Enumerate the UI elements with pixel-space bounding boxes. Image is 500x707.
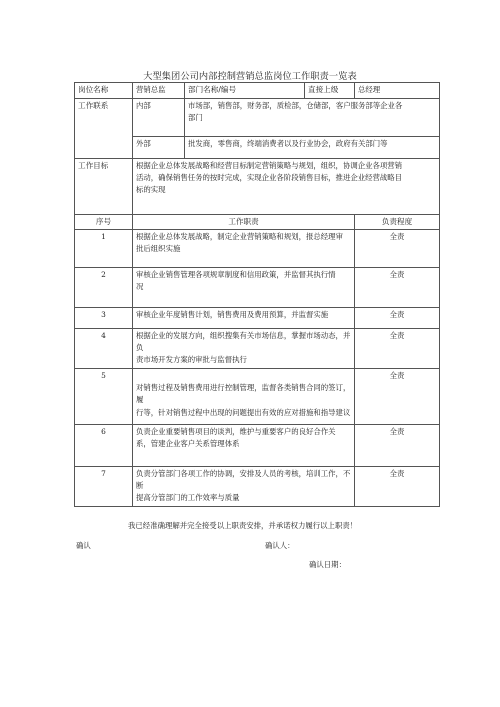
duty-no: 5	[75, 369, 133, 425]
internal-label: 内部	[133, 98, 185, 136]
duty-no: 6	[75, 425, 133, 467]
table-row	[75, 329, 440, 369]
relations-label: 工作联系	[75, 98, 133, 158]
duty-text: 负责企业重要销售项目的谈判，维护与重要客户的良好合作关 系，管建企业客户关系管理体系	[133, 425, 355, 467]
table-row	[75, 268, 440, 308]
duty-no: 7	[75, 467, 133, 507]
duty-no: 4	[75, 329, 133, 369]
goal-content: 根据企业总体发展战略和经营目标制定营销策略与规划，组织，协调企业各项营销 活动，确保销售任务的按时完成，实现企业各阶段销售目标，推进企业经营战略目 标的实现	[133, 158, 440, 214]
col-degree-header: 负责程度	[355, 214, 440, 230]
duty-text: 根据企业总体发展战略，制定企业营销策略和规划，报总经理审 批后组织实施	[133, 230, 355, 268]
duty-degree: 全责	[355, 425, 440, 467]
dept-label: 部门名称/编号	[185, 83, 305, 99]
post-name-value: 营销总监	[133, 83, 185, 99]
post-name-label: 岗位名称	[75, 83, 133, 99]
document-title: 大型集团公司内部控制营销总监岗位工作职责一览表	[143, 71, 357, 82]
superior-label: 直接上级	[305, 83, 355, 99]
internal-content: 市场部，销售部，财务部，质检部，仓储部，客户服务部等企业各 部门	[185, 98, 440, 136]
duty-table	[74, 82, 440, 507]
confirm-person-label: 确认人：	[265, 541, 295, 550]
duty-degree: 全责	[355, 308, 440, 329]
header-row	[75, 83, 440, 99]
duty-degree: 全责	[355, 329, 440, 369]
external-label: 外部	[133, 136, 185, 158]
table-row	[75, 369, 440, 425]
duty-header-row	[75, 214, 440, 230]
duty-degree: 全责	[355, 230, 440, 268]
duty-text: 审核企业销售管理各项规章制度和信用政策，并监督其执行情 况	[133, 268, 355, 308]
duty-degree: 全责	[355, 467, 440, 507]
superior-value: 总经理	[355, 83, 440, 99]
table-row	[75, 308, 440, 329]
duty-text: 审核企业年度销售计划，销售费用及费用预算，并监督实施	[133, 308, 355, 329]
confirm-label: 确认	[76, 541, 91, 550]
duty-no: 2	[75, 268, 133, 308]
duty-text: 根据企业的发展方向，组织搜集有关市场信息，掌握市场动态，并负 责市场开发方案的审批与监督执行	[133, 329, 355, 369]
table-row	[75, 467, 440, 507]
relations-internal-row	[75, 98, 440, 136]
duty-no: 1	[75, 230, 133, 268]
acceptance-statement: 我已经准确理解并完全接受以上职责安排，并承诺权力履行以上职责！	[128, 521, 358, 530]
col-duty-header: 工作职责	[133, 214, 355, 230]
goal-label: 工作目标	[75, 158, 133, 214]
col-no-header: 序号	[75, 214, 133, 230]
duty-text: 对销售过程及销售费用进行控制管理，监督各类销售合同的签订，履 行等，针对销售过程中出现的问题提出有效的应对措施和指导建议	[133, 369, 355, 425]
duty-no: 3	[75, 308, 133, 329]
duty-text: 负责分管部门各项工作的协调，安排及人员的考核，培训工作，不断 提高分管部门的工作效率与质量	[133, 467, 355, 507]
external-content: 批发商，零售商，终端消费者以及行业协会，政府有关部门等	[185, 136, 440, 158]
duty-degree: 全责	[355, 369, 440, 425]
table-row	[75, 230, 440, 268]
confirm-date-label: 确认日期：	[309, 560, 346, 569]
goal-row	[75, 158, 440, 214]
duty-degree: 全责	[355, 268, 440, 308]
table-row	[75, 425, 440, 467]
